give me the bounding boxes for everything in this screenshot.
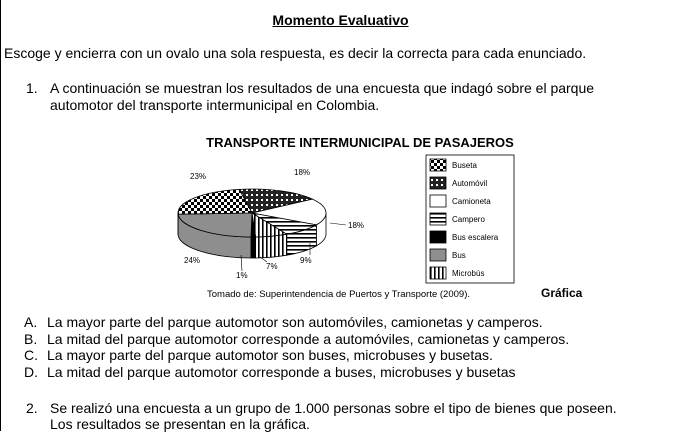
legend-label-bus: Bus	[452, 251, 466, 260]
instruction-text: Escoge y encierra con un ovalo una sola respuesta, es decir la correcta para cada enunciado.	[4, 45, 586, 61]
legend-label-microbus: Microbús	[452, 269, 484, 278]
pct-label-campero: 9%	[300, 256, 312, 265]
legend-label-campero: Campero	[452, 215, 485, 224]
page-title: Momento Evaluativo	[0, 12, 681, 28]
legend-swatch-bus-escalera	[430, 231, 446, 243]
pct-label-camioneta: 18%	[348, 221, 364, 230]
question-1-number: 1.	[26, 80, 38, 97]
option-b-letter: B.	[24, 331, 47, 348]
pct-label-bus: 24%	[184, 256, 200, 265]
pct-label-bus-escalera: 1%	[236, 271, 248, 280]
option-d-letter: D.	[24, 364, 47, 381]
option-b[interactable]	[24, 331, 569, 348]
chart-title: TRANSPORTE INTERMUNICIPAL DE PASAJEROS	[206, 135, 514, 150]
pie-chart	[170, 133, 610, 305]
option-c-letter: C.	[24, 347, 47, 364]
legend-label-buseta: Buseta	[452, 161, 477, 170]
legend-swatch-campero	[430, 213, 446, 225]
pct-label-microbus: 7%	[266, 262, 278, 271]
question-2-number: 2.	[26, 400, 38, 417]
pie-side-bus-escalera	[251, 237, 256, 258]
chart-source: Tomado de: Superintendencia de Puertos y Transporte (2009).	[207, 289, 470, 300]
legend-swatch-bus	[430, 249, 446, 261]
pie-group	[178, 189, 326, 258]
pct-label-buseta: 23%	[190, 172, 206, 181]
pie-slice-buseta	[178, 189, 252, 214]
question-1-line-2: automotor del transporte intermunicipal en Colombia.	[50, 97, 379, 114]
legend-label-bus-escalera: Bus escalera	[452, 233, 499, 242]
option-a-letter: A.	[24, 314, 47, 331]
pct-label-automovil: 18%	[294, 168, 310, 177]
option-a[interactable]	[24, 314, 569, 331]
answer-options	[24, 314, 569, 380]
question-2-line-2: Los resultados se presentan en la gráfica.	[50, 416, 310, 433]
option-c[interactable]	[24, 347, 569, 364]
legend-swatch-buseta	[430, 159, 446, 171]
option-c-text: La mayor parte del parque automotor son buses, microbuses y busetas.	[47, 347, 493, 363]
legend-swatch-automovil	[430, 177, 446, 189]
page-left-border	[0, 0, 1, 431]
legend-swatch-camioneta	[430, 195, 446, 207]
chart-legend	[426, 155, 514, 283]
option-d[interactable]	[24, 364, 569, 381]
option-a-text: La mayor parte del parque automotor son automóviles, camionetas y camperos.	[47, 314, 543, 330]
pie-side-microbus	[256, 234, 287, 258]
question-1-line-1: A continuación se muestran los resultados de una encuesta que indagó sobre el parque	[50, 80, 594, 97]
question-2-line-1: Se realizó una encuesta a un grupo de 1.000 personas sobre el tipo de bienes que poseen.	[50, 400, 617, 417]
option-b-text: La mitad del parque automotor corresponde a automóviles, camionetas y camperos.	[47, 331, 569, 347]
option-d-text: La mitad del parque automotor corresponde a buses, microbuses y busetas	[47, 364, 516, 380]
legend-label-automovil: Automóvil	[452, 179, 487, 188]
legend-label-camioneta: Camioneta	[452, 197, 491, 206]
legend-swatch-microbus	[430, 267, 446, 279]
chart-caption: Gráfica	[541, 286, 583, 300]
